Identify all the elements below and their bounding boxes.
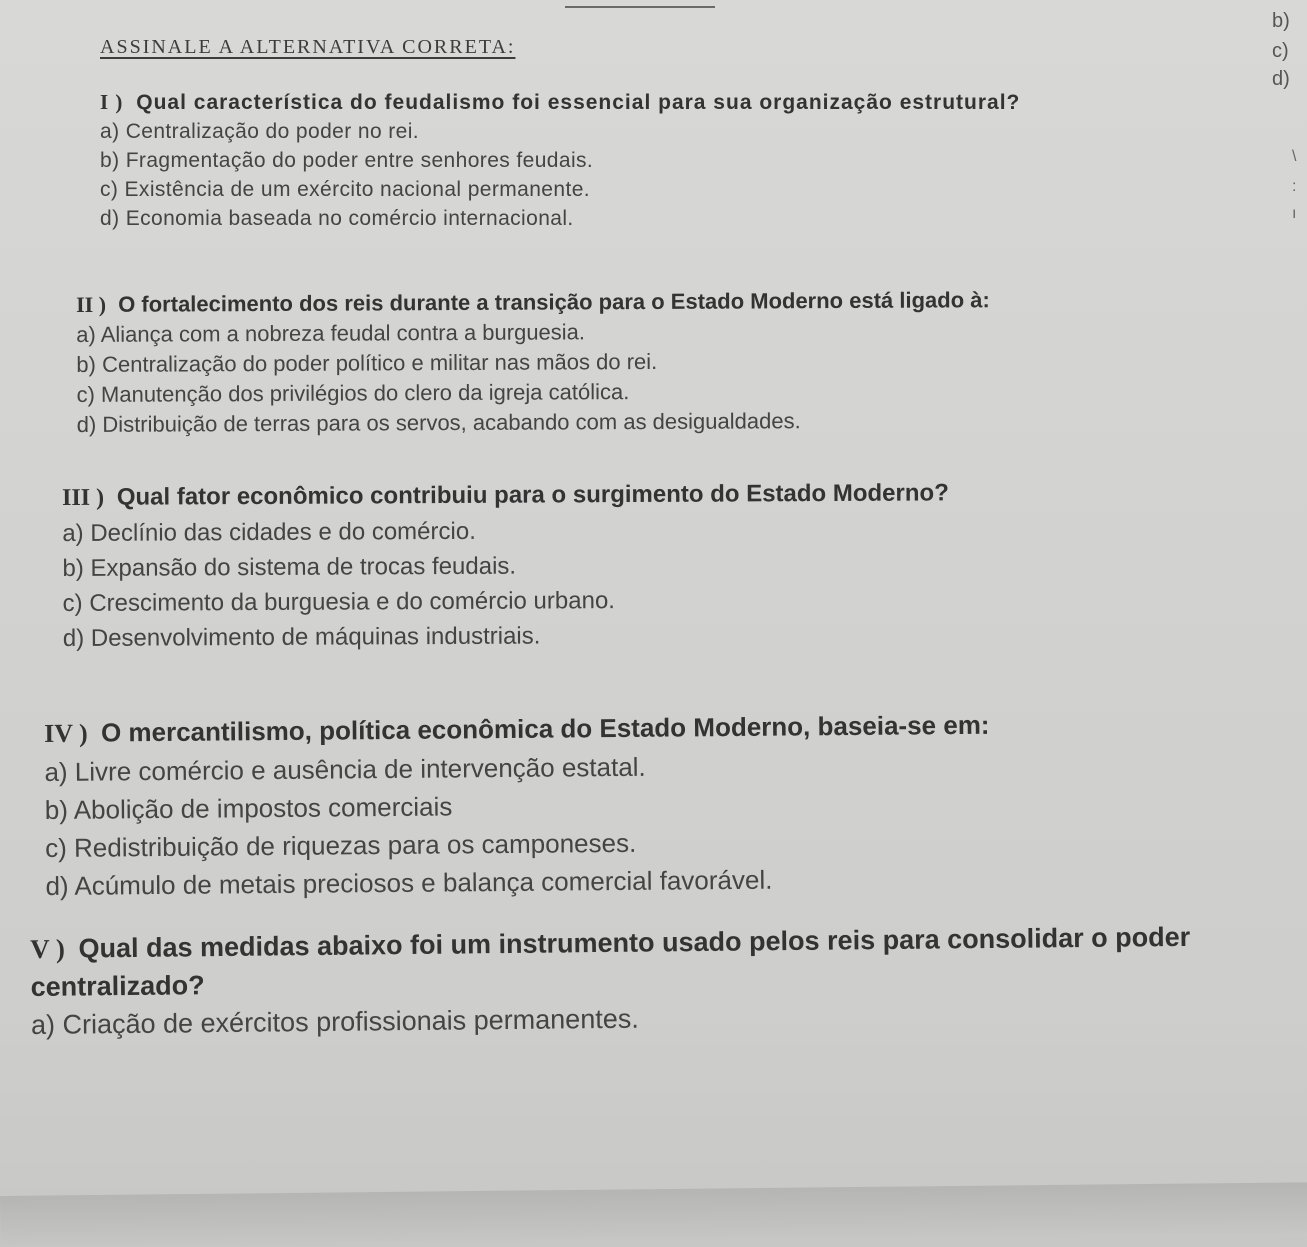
option-c[interactable]: c) Manutenção dos privilégios do clero da igreja católica. (76, 379, 630, 407)
question-title (100, 88, 1020, 117)
question-text: O mercantilismo, política econômica do Estado Moderno, baseia-se em: (100, 709, 990, 748)
question-3 (62, 474, 1303, 656)
question-title (30, 917, 1231, 1006)
option-c[interactable]: c) Redistribuição de riquezas para os camponeses. (45, 827, 637, 863)
worksheet-heading: ASSINALE A ALTERNATIVA CORRETA: (100, 36, 516, 58)
margin-mark: : (1292, 178, 1297, 195)
side-letter-c: c) (1272, 40, 1289, 62)
question-text: O fortalecimento dos reis durante a transição para o Estado Moderno está ligado à: (118, 287, 990, 317)
side-letter-d: d) (1272, 68, 1290, 90)
side-letter-b: b) (1272, 10, 1290, 32)
option-a[interactable]: a) Criação de exércitos profissionais permanentes. (30, 1003, 639, 1040)
question-text: Qual das medidas abaixo foi um instrumento usado pelos reis para consolidar o poder centralizado? (30, 921, 1191, 1002)
question-1 (100, 88, 1020, 233)
question-5 (30, 917, 1231, 1044)
question-number: II ) (76, 291, 107, 317)
option-b[interactable]: b) Abolição de impostos comerciais (44, 791, 453, 825)
option-b[interactable]: b) Centralização do poder político e militar nas mãos do rei. (76, 348, 658, 377)
margin-mark: \ (1292, 148, 1297, 165)
option-a[interactable]: a) Aliança com a nobreza feudal contra a burguesia. (76, 319, 586, 347)
option-c[interactable]: c) Crescimento da burguesia e do comércio urbano. (62, 587, 615, 617)
option-a[interactable]: a) Declínio das cidades e do comércio. (62, 517, 476, 547)
question-number: V ) (30, 933, 66, 964)
option-a[interactable]: a) Centralização do poder no rei. (100, 120, 420, 143)
top-rule (565, 6, 715, 8)
question-number: III ) (62, 484, 105, 511)
question-number: IV ) (44, 718, 88, 748)
option-c[interactable]: c) Existência de um exército nacional permanente. (100, 178, 591, 201)
question-text: Qual característica do feudalismo foi essencial para sua organização estrutural? (136, 91, 1021, 114)
option-d[interactable]: d) Acúmulo de metais preciosos e balança comercial favorável. (45, 864, 773, 901)
question-text: Qual fator econômico contribuiu para o surgimento do Estado Moderno? (116, 479, 949, 511)
question-4 (44, 703, 1296, 905)
option-d[interactable]: d) Distribuição de terras para os servos, acabando com as desigualdades. (76, 408, 801, 437)
option-d[interactable]: d) Desenvolvimento de máquinas industriais. (62, 622, 541, 652)
option-b[interactable]: b) Fragmentação do poder entre senhores feudais. (100, 149, 594, 172)
paper-bottom-edge (0, 1182, 1307, 1247)
question-2 (76, 284, 1177, 440)
option-a[interactable]: a) Livre comércio e ausência de intervenção estatal. (44, 751, 646, 787)
option-d[interactable]: d) Economia baseada no comércio internacional. (100, 207, 574, 230)
question-number: I ) (100, 90, 124, 114)
option-b[interactable]: b) Expansão do sistema de trocas feudais. (62, 552, 517, 582)
margin-mark: ı (1292, 205, 1297, 222)
